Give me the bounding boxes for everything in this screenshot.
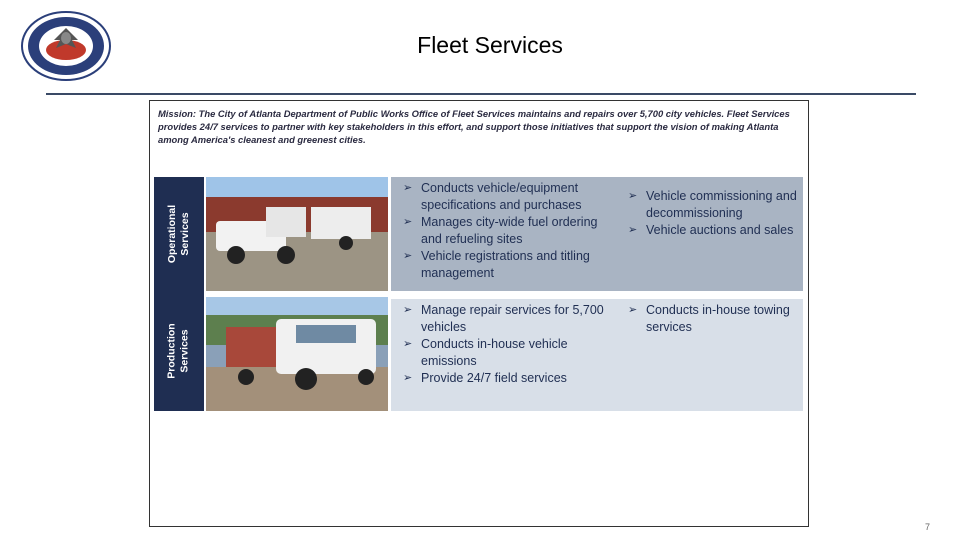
production-bullet-1: ➢ Manage repair services for 5,700 vehicles: [399, 302, 611, 336]
production-services-label: [154, 291, 204, 411]
operational-truck-photo: [206, 177, 388, 291]
page-number: 7: [924, 522, 930, 532]
production-bullet-2: ➢ Conducts in-house vehicle emissions: [399, 336, 611, 370]
operational-label-line1: Operational: [166, 204, 179, 264]
operational-label-line2: Services: [179, 212, 192, 256]
production-bullet-4: ➢ Conducts in-house towing services: [624, 302, 802, 336]
production-services-box: [391, 299, 803, 411]
operational-bullet-5: ➢ Vehicle auctions and sales: [624, 222, 802, 239]
production-truck-photo: [206, 297, 388, 411]
content-panel: [149, 100, 809, 527]
mission-statement: Mission: The City of Atlanta Department of Public Works Office of Fleet Services maintains and repairs over 5,700 city vehicles. Fleet Services provides 24/7 services to partner with key stakeholders in this effort, and support those initiatives that support the vision of making Atlanta among America's cleanest and greenest cities.: [158, 108, 790, 145]
production-label-line1: Production: [166, 323, 179, 379]
page-title: Fleet Services: [417, 32, 563, 58]
production-bullet-3: ➢ Provide 24/7 field services: [399, 370, 611, 387]
production-label-line2: Services: [179, 329, 192, 373]
operational-bullet-2: ➢ Manages city-wide fuel ordering and refueling sites: [399, 214, 611, 248]
operational-services-label: [154, 177, 204, 291]
operational-services-box: [391, 177, 803, 291]
title-divider: [46, 93, 916, 95]
operational-bullet-4: ➢ Vehicle commissioning and decommissioning: [624, 188, 802, 222]
operational-bullet-3: ➢ Vehicle registrations and titling management: [399, 248, 611, 282]
operational-bullet-1: ➢ Conducts vehicle/equipment specifications and purchases: [399, 180, 611, 214]
